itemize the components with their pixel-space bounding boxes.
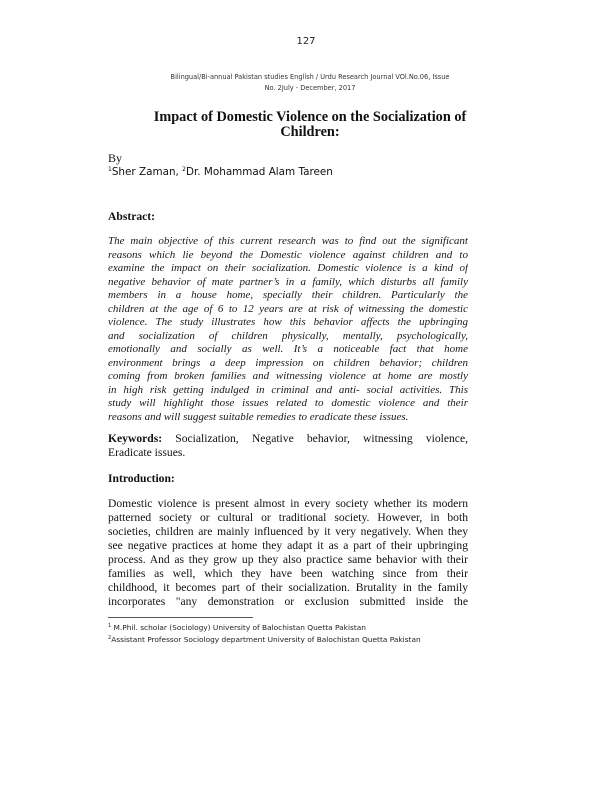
abstract-line: The main objective of this current research was to find out the significant (108, 235, 468, 247)
author-1-footnote-mark[interactable]: 1 (108, 166, 112, 173)
paper-title-line-2: Children: (280, 124, 340, 140)
introduction-line: societies, children are mainly influenced by it very negatively. When they (108, 525, 468, 538)
byline-by: By (108, 151, 123, 165)
author-2-footnote-mark[interactable]: 2 (182, 166, 186, 173)
introduction-line: incorporates "any demonstration or exclusion submitted inside the (108, 595, 468, 608)
footnote-2-mark: 2 (108, 635, 112, 641)
abstract-line: in high risk getting indulged in criminal and anti- social activities. This (108, 383, 468, 396)
journal-header-line-1: Bilingual/Bi-annual Pakistan studies English / Urdu Research Journal VOl.No.06, Issue (170, 73, 450, 81)
footnote-1-mark: 1 (108, 623, 112, 629)
introduction-line: process. And as they grow up they also practice same behavior with their (108, 553, 468, 566)
introduction-heading: Introduction: (108, 472, 175, 485)
footnote-separator (108, 617, 253, 618)
journal-header-line-2: No. 2July - December, 2017 (264, 84, 356, 92)
introduction-line: see negative practices at home they adapt it as a part of their upbringing (108, 539, 468, 552)
abstract-line: environment brings a deep impression on children behavior; children (108, 356, 468, 369)
abstract-line: examine the impact on their socialization. Domestic violence is a kind of (108, 262, 468, 274)
abstract-line: violence. The study illustrates how this behavior affects the upbringing (108, 316, 468, 328)
paper-title-line-1: Impact of Domestic Violence on the Socialization of (153, 109, 467, 125)
keywords-line-1 (108, 432, 468, 446)
abstract-line: members in a house home, specially their children. Particularly the (108, 289, 468, 301)
abstract-line: negative behavior of mate partner’s in a family, which disturbs all family (108, 275, 468, 288)
keywords-label: Keywords: (108, 432, 163, 445)
page-number: 127 (296, 36, 316, 47)
paper-title (120, 110, 500, 140)
keywords-line-2: Eradicate issues. (108, 446, 186, 459)
journal-header (140, 72, 480, 94)
abstract-line: and socialization of children physically, mentally, psychologically, (108, 329, 468, 342)
keywords-values: Socialization, Negative behavior, witnessing violence, (175, 432, 468, 445)
abstract-line: reasons and will suggest suitable remedies to eradicate these issues. (108, 410, 409, 423)
introduction-line: Domestic violence is present almost in every society whether its modern (108, 497, 468, 510)
introduction-line: childhood, it becomes part of their socialization. Brutality in the family (108, 581, 468, 594)
footnote-2-text: Assistant Professor Sociology department University of Balochistan Quetta Pakistan (111, 635, 421, 644)
abstract-line: coming from broken families and witnessing violence at home are mostly (108, 370, 468, 382)
introduction-line: families as well, which they have been watching since from their (108, 567, 468, 580)
author-list (108, 166, 333, 178)
author-1: Sher Zaman, (111, 166, 183, 178)
footnote-1 (108, 623, 366, 632)
abstract-heading: Abstract: (108, 210, 156, 223)
footnote-2 (108, 635, 421, 644)
abstract-line: children at the age of 6 to 12 years are at risk of witnessing the domestic (108, 302, 468, 315)
abstract-line: study will highlight those issues related to domestic violence and their (108, 397, 468, 409)
introduction-line: patterned society or cultural or traditional society. However, in both (108, 511, 468, 524)
abstract-line: emotionally and socially as well. It’s a noticeable fact that home (108, 343, 468, 355)
footnote-1-text: M.Phil. scholar (Sociology) University of Balochistan Quetta Pakistan (111, 623, 366, 632)
abstract-line: reasons which lie beyond the Domestic violence against children and to (108, 248, 468, 261)
author-2: Dr. Mohammad Alam Tareen (185, 166, 333, 178)
